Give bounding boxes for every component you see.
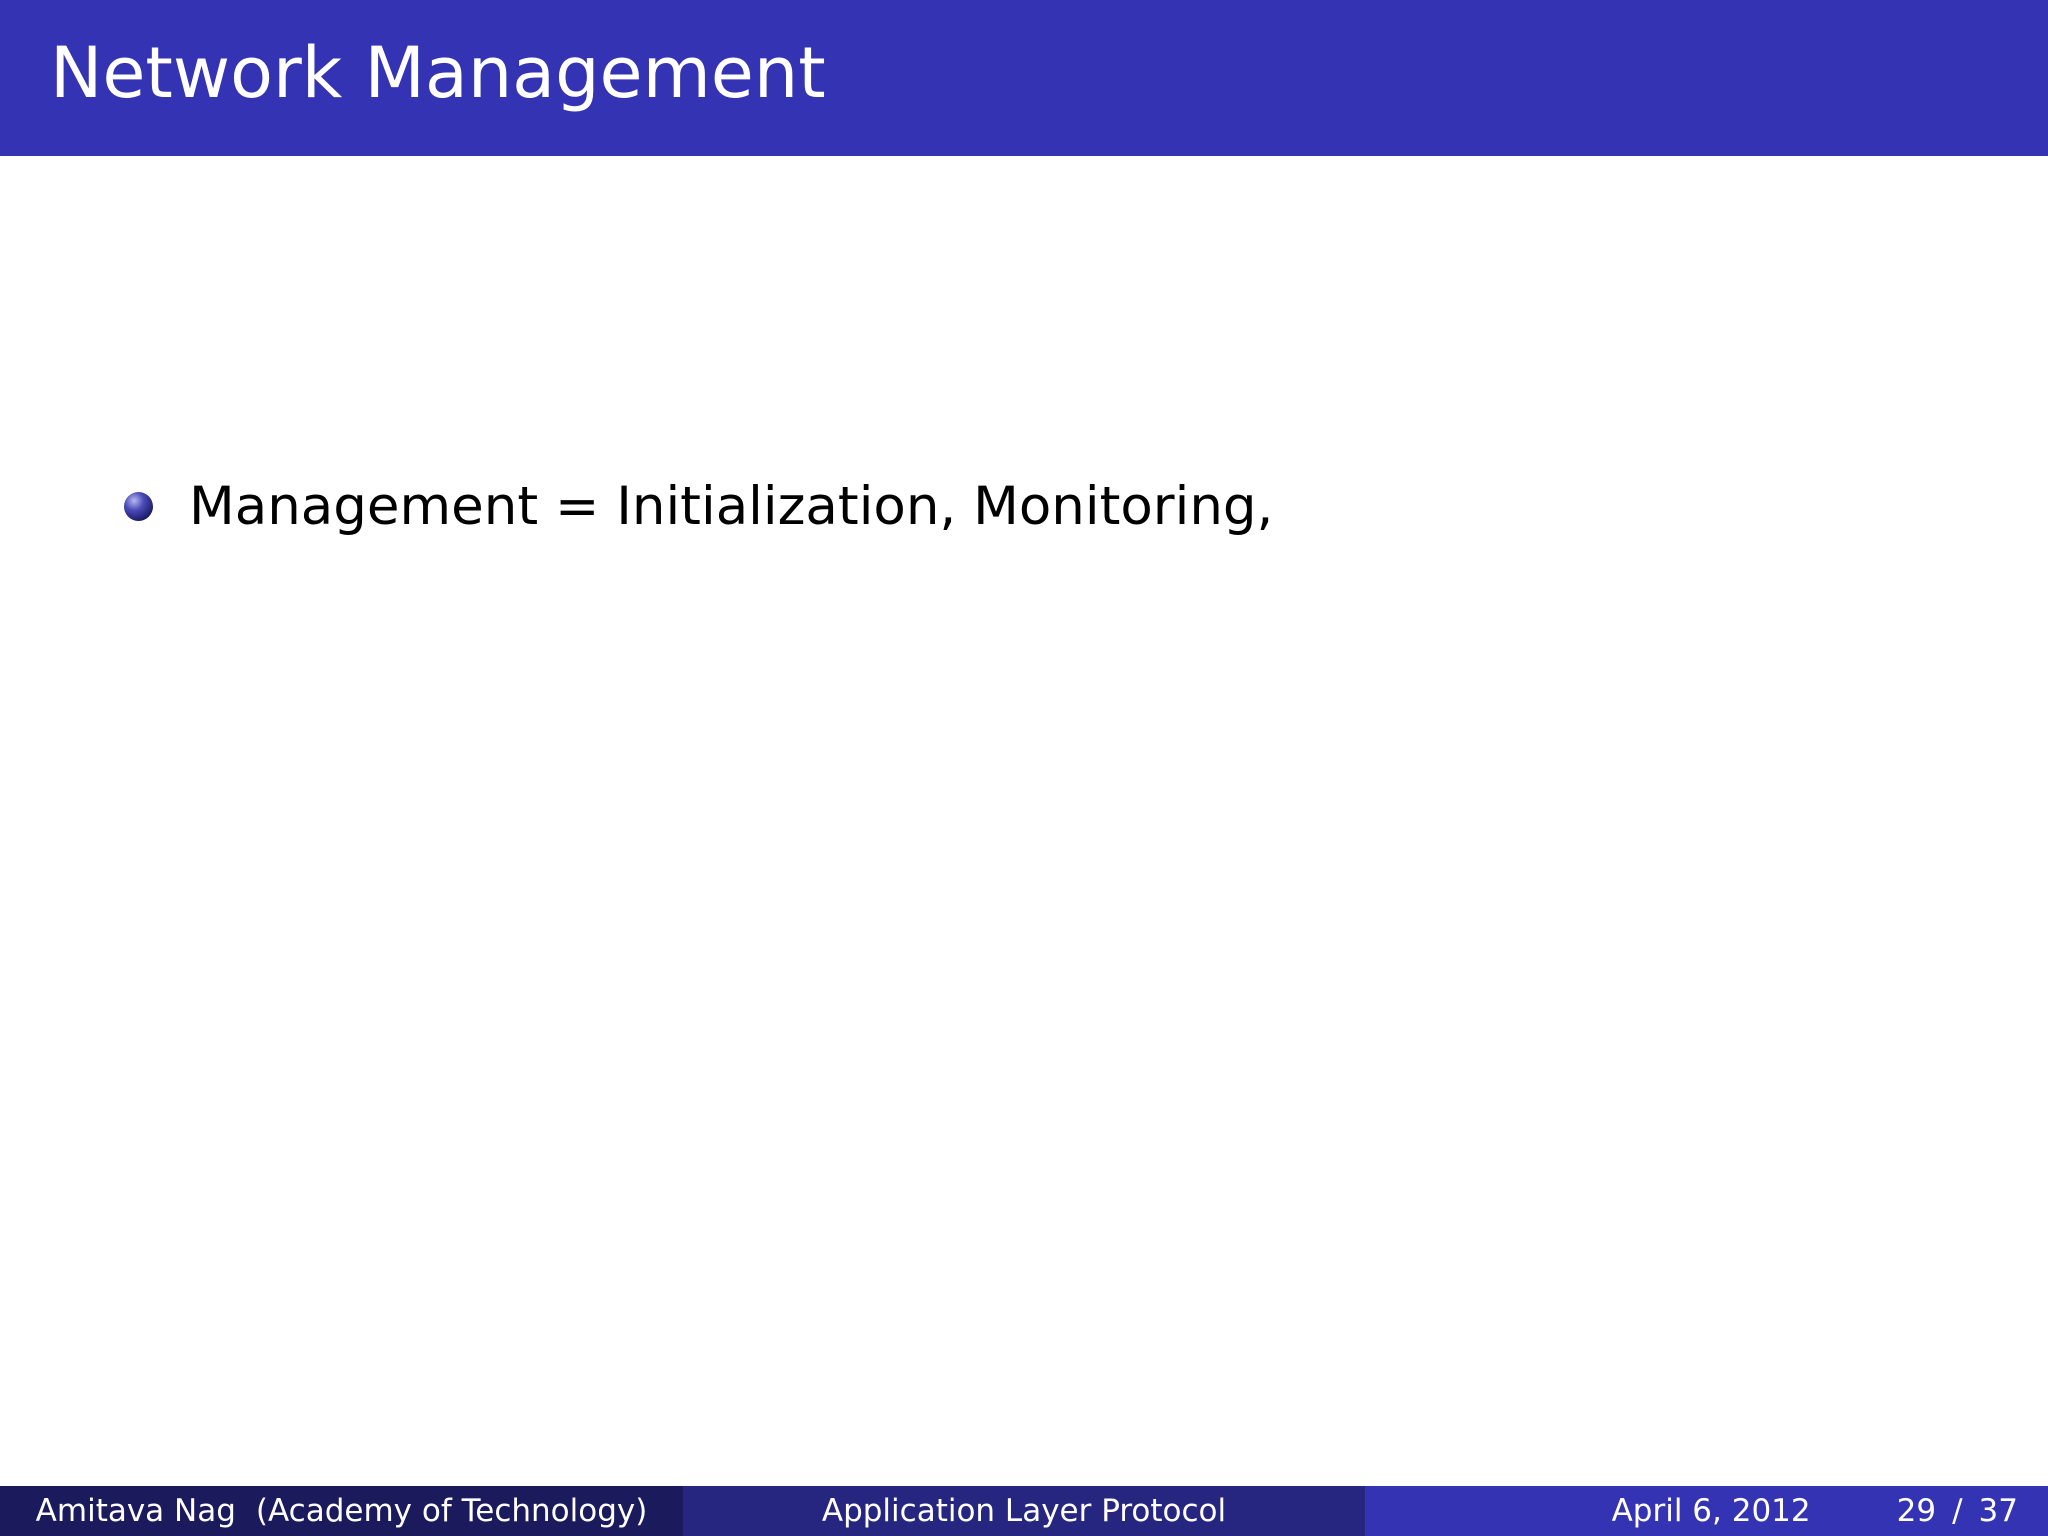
footer-author-section — [0, 1486, 683, 1536]
footer-title-section — [683, 1486, 1365, 1536]
footer-author: Amitava Nag — [35, 1493, 236, 1529]
footer-institution: (Academy of Technology) — [255, 1493, 648, 1529]
slide-title: Network Management — [50, 32, 826, 114]
footer-page-separator: / — [1952, 1493, 1963, 1529]
bullet-text: Management = Initialization, Monitoring, — [189, 476, 1274, 537]
bullet-item — [124, 476, 1274, 537]
slide-footer — [0, 1486, 2048, 1536]
footer-date-page-section — [1365, 1486, 2048, 1536]
slide-header — [0, 0, 2048, 156]
bullet-icon — [124, 492, 153, 521]
footer-date: April 6, 2012 — [1611, 1493, 1811, 1529]
slide-content — [0, 156, 2048, 1486]
footer-presentation-title: Application Layer Protocol — [821, 1493, 1227, 1529]
footer-page-total: 37 — [1978, 1493, 2018, 1529]
footer-page-current: 29 — [1896, 1493, 1937, 1529]
